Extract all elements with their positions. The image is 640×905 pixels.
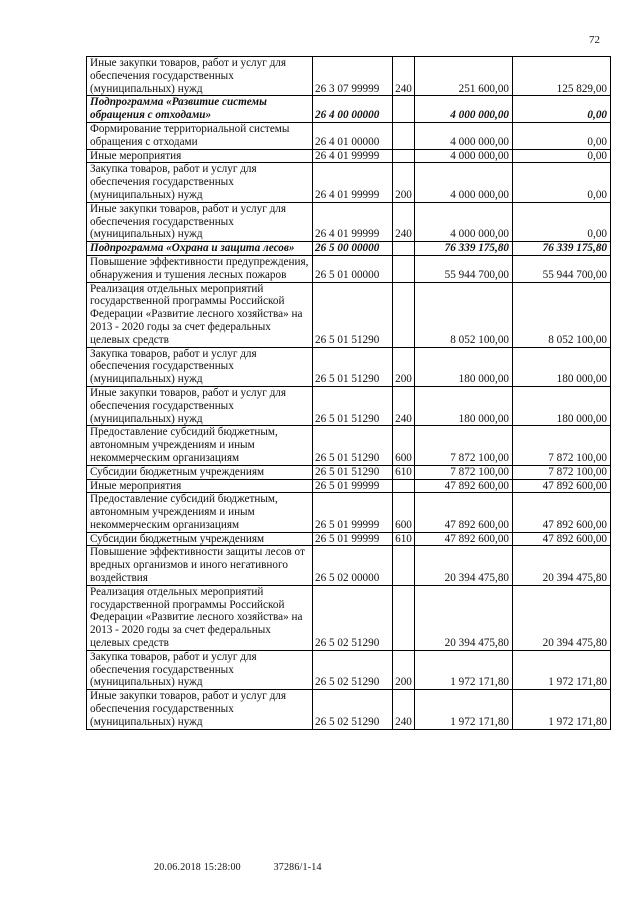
document-footer (154, 862, 322, 873)
row-code-cell: 26 5 01 51290 (313, 347, 393, 386)
row-amount-plan-cell: 180 000,00 (415, 347, 513, 386)
row-code-cell: 26 4 01 00000 (313, 122, 393, 149)
row-kvr-cell: 600 (393, 493, 415, 532)
row-name-cell: Закупка товаров, работ и услуг для обеспечения государственных (муниципальных) нужд (87, 347, 313, 386)
row-kvr-cell: 600 (393, 426, 415, 465)
table-row (87, 465, 611, 479)
row-code-cell: 26 4 01 99999 (313, 202, 393, 241)
row-code-cell: 26 5 00 00000 (313, 242, 393, 256)
row-amount-plan-cell: 4 000 000,00 (415, 122, 513, 149)
table-row (87, 690, 611, 729)
row-code-cell: 26 3 07 99999 (313, 57, 393, 96)
row-name-cell: Иные закупки товаров, работ и услуг для обеспечения государственных (муниципальных) нужд (87, 386, 313, 425)
row-kvr-cell: 200 (393, 650, 415, 689)
row-name-cell: Предоставление субсидий бюджетным, автономным учреждениям и иным некоммерческим организациям (87, 426, 313, 465)
row-amount-plan-cell: 47 892 600,00 (415, 479, 513, 493)
row-amount-plan-cell: 251 600,00 (415, 57, 513, 96)
row-kvr-cell (393, 96, 415, 123)
row-amount-plan-cell: 76 339 175,80 (415, 242, 513, 256)
row-code-cell: 26 5 01 99999 (313, 479, 393, 493)
row-amount-plan-cell: 55 944 700,00 (415, 255, 513, 282)
row-kvr-cell: 240 (393, 202, 415, 241)
row-name-cell: Иные закупки товаров, работ и услуг для обеспечения государственных (муниципальных) нужд (87, 57, 313, 96)
row-kvr-cell (393, 282, 415, 347)
row-name-cell: Иные закупки товаров, работ и услуг для обеспечения государственных (муниципальных) нужд (87, 202, 313, 241)
row-code-cell: 26 5 01 00000 (313, 255, 393, 282)
row-name-cell: Закупка товаров, работ и услуг для обеспечения государственных (муниципальных) нужд (87, 650, 313, 689)
table-row (87, 479, 611, 493)
row-amount-actual-cell: 1 972 171,80 (513, 650, 611, 689)
table-row (87, 532, 611, 546)
row-code-cell: 26 5 01 51290 (313, 386, 393, 425)
row-amount-actual-cell: 47 892 600,00 (513, 532, 611, 546)
row-name-cell: Иные мероприятия (87, 149, 313, 163)
table-row (87, 386, 611, 425)
footer-datetime: 20.06.2018 15:28:00 (154, 862, 241, 873)
row-amount-actual-cell: 20 394 475,80 (513, 546, 611, 585)
row-amount-plan-cell: 8 052 100,00 (415, 282, 513, 347)
table-body (87, 57, 611, 730)
table-row (87, 585, 611, 650)
row-amount-plan-cell: 47 892 600,00 (415, 532, 513, 546)
row-amount-plan-cell: 1 972 171,80 (415, 690, 513, 729)
row-amount-actual-cell: 47 892 600,00 (513, 493, 611, 532)
row-kvr-cell (393, 149, 415, 163)
row-kvr-cell: 240 (393, 690, 415, 729)
row-name-cell: Повышение эффективности предупреждения, обнаружения и тушения лесных пожаров (87, 255, 313, 282)
row-amount-actual-cell: 55 944 700,00 (513, 255, 611, 282)
row-code-cell: 26 4 00 00000 (313, 96, 393, 123)
row-code-cell: 26 4 01 99999 (313, 163, 393, 202)
row-amount-actual-cell: 0,00 (513, 122, 611, 149)
table-row (87, 122, 611, 149)
row-code-cell: 26 5 01 51290 (313, 465, 393, 479)
row-name-cell: Подпрограмма «Охрана и защита лесов» (87, 242, 313, 256)
table-row (87, 163, 611, 202)
row-name-cell: Иные закупки товаров, работ и услуг для обеспечения государственных (муниципальных) нужд (87, 690, 313, 729)
subprogram-row (87, 96, 611, 123)
row-amount-plan-cell: 4 000 000,00 (415, 149, 513, 163)
row-name-cell: Повышение эффективности защиты лесов от вредных организмов и иного негативного воздействия (87, 546, 313, 585)
row-amount-plan-cell: 7 872 100,00 (415, 465, 513, 479)
row-code-cell: 26 5 02 51290 (313, 650, 393, 689)
row-kvr-cell (393, 546, 415, 585)
row-amount-actual-cell: 125 829,00 (513, 57, 611, 96)
row-kvr-cell: 200 (393, 163, 415, 202)
table-row (87, 493, 611, 532)
row-amount-actual-cell: 0,00 (513, 149, 611, 163)
row-kvr-cell: 610 (393, 465, 415, 479)
row-code-cell: 26 4 01 99999 (313, 149, 393, 163)
row-name-cell: Реализация отдельных мероприятий государственной программы Российской Федерации «Развитие лесного хозяйства» на 2013 - 2020 годы за счет федеральных целевых средств (87, 282, 313, 347)
table-row (87, 650, 611, 689)
row-amount-plan-cell: 47 892 600,00 (415, 493, 513, 532)
footer-document-id: 37286/1-14 (273, 862, 322, 873)
row-amount-plan-cell: 4 000 000,00 (415, 163, 513, 202)
row-amount-actual-cell: 8 052 100,00 (513, 282, 611, 347)
row-name-cell: Субсидии бюджетным учреждениям (87, 465, 313, 479)
row-kvr-cell: 610 (393, 532, 415, 546)
row-kvr-cell (393, 255, 415, 282)
row-amount-actual-cell: 47 892 600,00 (513, 479, 611, 493)
row-amount-actual-cell: 0,00 (513, 163, 611, 202)
row-kvr-cell (393, 122, 415, 149)
row-code-cell: 26 5 02 00000 (313, 546, 393, 585)
row-amount-actual-cell: 76 339 175,80 (513, 242, 611, 256)
row-amount-plan-cell: 7 872 100,00 (415, 426, 513, 465)
row-amount-actual-cell: 7 872 100,00 (513, 426, 611, 465)
row-amount-plan-cell: 180 000,00 (415, 386, 513, 425)
row-name-cell: Формирование территориальной системы обращения с отходами (87, 122, 313, 149)
row-code-cell: 26 5 01 99999 (313, 532, 393, 546)
row-amount-plan-cell: 20 394 475,80 (415, 585, 513, 650)
row-kvr-cell (393, 242, 415, 256)
table-row (87, 546, 611, 585)
row-name-cell: Иные мероприятия (87, 479, 313, 493)
row-amount-actual-cell: 1 972 171,80 (513, 690, 611, 729)
row-code-cell: 26 5 01 51290 (313, 426, 393, 465)
row-amount-actual-cell: 0,00 (513, 202, 611, 241)
table-row (87, 57, 611, 96)
row-name-cell: Предоставление субсидий бюджетным, автономным учреждениям и иным некоммерческим организациям (87, 493, 313, 532)
table-row (87, 282, 611, 347)
row-name-cell: Подпрограмма «Развитие системы обращения с отходами» (87, 96, 313, 123)
budget-table (86, 56, 611, 730)
table-row (87, 202, 611, 241)
row-kvr-cell: 240 (393, 386, 415, 425)
row-amount-actual-cell: 0,00 (513, 96, 611, 123)
table-row (87, 347, 611, 386)
row-amount-actual-cell: 180 000,00 (513, 386, 611, 425)
row-kvr-cell: 200 (393, 347, 415, 386)
row-code-cell: 26 5 02 51290 (313, 585, 393, 650)
row-code-cell: 26 5 01 51290 (313, 282, 393, 347)
row-kvr-cell: 240 (393, 57, 415, 96)
row-amount-actual-cell: 7 872 100,00 (513, 465, 611, 479)
row-name-cell: Закупка товаров, работ и услуг для обеспечения государственных (муниципальных) нужд (87, 163, 313, 202)
row-amount-plan-cell: 4 000 000,00 (415, 202, 513, 241)
row-amount-plan-cell: 20 394 475,80 (415, 546, 513, 585)
row-name-cell: Субсидии бюджетным учреждениям (87, 532, 313, 546)
table-row (87, 255, 611, 282)
row-amount-plan-cell: 4 000 000,00 (415, 96, 513, 123)
subprogram-row (87, 242, 611, 256)
row-kvr-cell (393, 585, 415, 650)
row-code-cell: 26 5 01 99999 (313, 493, 393, 532)
row-code-cell: 26 5 02 51290 (313, 690, 393, 729)
row-name-cell: Реализация отдельных мероприятий государственной программы Российской Федерации «Развитие лесного хозяйства» на 2013 - 2020 годы за счет федеральных целевых средств (87, 585, 313, 650)
table-row (87, 149, 611, 163)
row-kvr-cell (393, 479, 415, 493)
row-amount-actual-cell: 20 394 475,80 (513, 585, 611, 650)
row-amount-plan-cell: 1 972 171,80 (415, 650, 513, 689)
row-amount-actual-cell: 180 000,00 (513, 347, 611, 386)
table-row (87, 426, 611, 465)
page-number: 72 (589, 34, 600, 46)
